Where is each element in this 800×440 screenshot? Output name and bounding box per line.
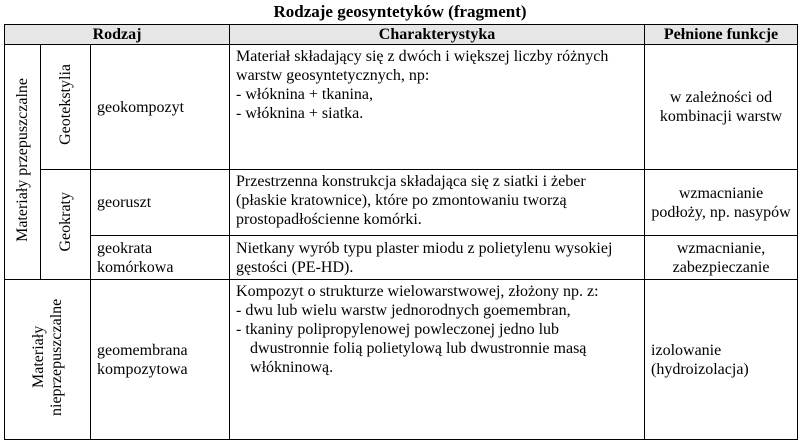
geosynthetics-table <box>4 24 798 440</box>
header-row <box>5 25 798 45</box>
table-row <box>5 45 798 170</box>
row-name: geokompozyt <box>91 45 230 170</box>
table-row <box>5 170 798 236</box>
description-item: - tkaniny polipropylenowej powleczonej jedno lub <box>236 321 560 338</box>
row-function: wzmacnianie, zabezpieczanie <box>645 236 798 280</box>
table-row <box>5 280 798 440</box>
description-item: - dwu lub wielu warstw jednorodnych goemembran, <box>236 302 571 319</box>
row-function: izolowanie (hydroizolacja) <box>645 280 798 440</box>
row-function: w zależności od kombinacji warstw <box>645 45 798 170</box>
subgroup-geokraty: Geokraty <box>41 170 91 280</box>
header-rodzaj: Rodzaj <box>5 25 230 45</box>
group-permeable: Materiały przepuszczalne <box>5 45 41 280</box>
row-description: Przestrzenna konstrukcja składająca się z siatki i żeber (płaskie kratownice), które po zmontowaniu tworzą prostopadłościenne komórki. <box>230 170 645 236</box>
description-item-continuation: dwustronnie folią polietylową lub dwustronnie masą włókninową. <box>250 340 587 376</box>
row-function: wzmacnianie podłoży, np. nasypów <box>645 170 798 236</box>
row-description: Materiał składający się z dwóch i większej liczby różnych warstw geosyntetycznych, np: - włóknina + tkanina, - włóknina + siatka. <box>230 45 645 170</box>
subgroup-geotekstylia: Geotekstylia <box>41 45 91 170</box>
row-description: Nietkany wyrób typu plaster miodu z polietylenu wysokiej gęstości (PE-HD). <box>230 236 645 280</box>
row-name: geokrata komórkowa <box>91 236 230 280</box>
header-funkcje: Pełnione funkcje <box>645 25 798 45</box>
row-name: geomembrana kompozytowa <box>91 280 230 440</box>
table-row <box>5 236 798 280</box>
group-impermeable: Materiały nieprzepuszczalne <box>5 280 91 440</box>
table-title: Rodzaje geosyntetyków (fragment) <box>273 2 527 21</box>
description-intro: Kompozyt o strukturze wielowarstwowej, złożony np. z: <box>236 283 599 300</box>
row-name: georuszt <box>91 170 230 236</box>
header-charakterystyka: Charakterystyka <box>230 25 645 45</box>
row-description <box>230 280 645 440</box>
